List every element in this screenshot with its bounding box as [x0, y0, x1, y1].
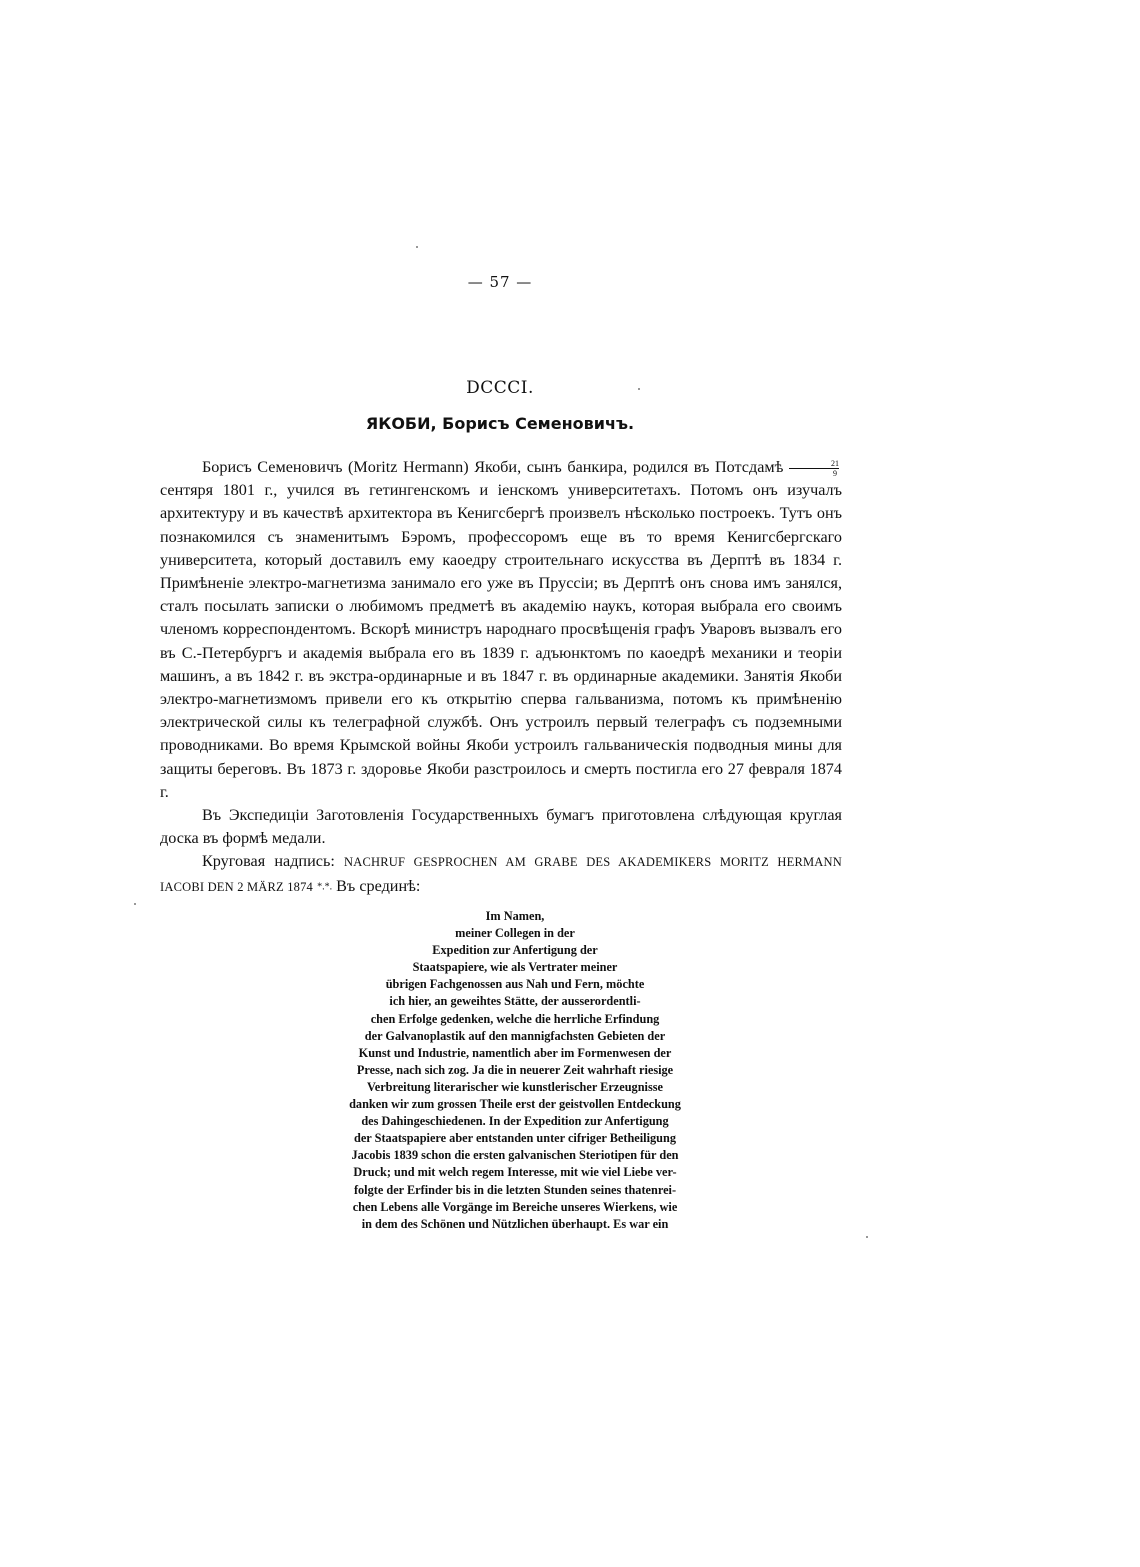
scan-speck: [134, 903, 136, 905]
fraction-numerator: 21: [789, 459, 839, 469]
inscription-line: Expedition zur Anfertigung der: [432, 943, 598, 958]
biography-text-start: Борисъ Семеновичъ (Moritz Hermann) Якоби, сынъ банкира, родился въ Потсдамѣ: [202, 458, 784, 476]
inscription-line: des Dahingeschiedenen. In der Expedition zur Anfertigung: [361, 1114, 669, 1129]
inscription-line: Kunst und Industrie, namentlich aber im Formenwesen der: [358, 1045, 672, 1060]
inscription-line: übrigen Fachgenossen aus Nah und Fern, möchte: [385, 977, 645, 992]
inscription-line: chen Lebens alle Vorgänge im Bereiche unseres Wierkens, wie: [352, 1199, 678, 1214]
circular-inscription: NACHRUF GESPROCHEN AM GRABE DES AKADEMIKERS MORITZ HERMANN IACOBI DEN 2 MÄRZ 1874: [160, 855, 842, 894]
inscription-line: der Staatspapiere aber entstanden unter cifriger Betheiligung: [354, 1131, 676, 1146]
inscription-line: chen Erfolge gedenken, welche die herrliche Erfindung: [370, 1011, 660, 1026]
inscription-line: danken wir zum grossen Theile erst der geistvollen Entdeckung: [349, 1097, 681, 1112]
page-number: — 57 —: [467, 273, 533, 291]
inscription-line: Druck; und mit welch regem Interesse, mit wie viel Liebe ver-: [353, 1165, 677, 1180]
section-number: DCCCI.: [466, 378, 534, 398]
center-inscription: [280, 908, 750, 1233]
inscription-line: Staatspapiere, wie als Vertrater meiner: [412, 960, 618, 975]
entry-heading: ЯКОБИ, Борисъ Семеновичъ.: [365, 414, 635, 433]
inscription-line: Im Namen,: [485, 909, 545, 923]
inscription-paragraph: [160, 850, 842, 898]
inscription-line: ich hier, an geweihtes Stätte, der ausserordentli-: [389, 994, 641, 1009]
inscription-lead: Круговая надпись:: [202, 852, 335, 871]
inscription-line: Verbreitung literarischer wie kunstlerischer Erzeugnisse: [366, 1079, 663, 1094]
inscription-line: der Galvanoplastik auf den mannigfachsten Gebieten der: [364, 1028, 666, 1043]
biography-text-rest: сентяря 1801 г., учился въ гетингенскомъ и iенскомъ университетахъ. Потомъ онъ изучалъ архитектуру и въ качествѣ архитектора въ Кенигсбергѣ произвелъ нѣсколько построекъ. Тутъ онъ познакомился съ знаменитымъ Бэромъ, профессоромъ еще въ то время Кенигсбергскаго университета, который доставилъ ему каоедру строительнаго искусства въ Дерптѣ въ 1834 г. Примѣненiе электро-магнетизма занимало его уже въ Пруссiи; въ Дерптѣ онъ снова имъ занялся, сталъ посылать записки о любимомъ предметѣ въ академiю наукъ, которая выбрала его своимъ членомъ корреспондентомъ. Вскорѣ министръ народнаго просвѣщенiя графъ Уваровъ вызвалъ его въ С.-Петербургъ и академiя выбрала его въ 1839 г. адъюнктомъ по каоедрѣ механики и теорiи машинъ, а въ 1842 г. въ экстра-ординарные и въ 1847 г. въ ординарные академики. Занятiя Якоби электро-магнетизмомъ привели его къ открытiю сперва гальванизма, потомъ къ примѣненiю электрической силы къ телеграфной службѣ. Онъ устроилъ первый телеграфъ съ подземными проводниками. Во время Крымской войны Якоби устроилъ гальваническiя подводныя мины для защиты береговъ. Въ 1873 г. здоровье Якоби разстроилось и смерть постигла его 27 февраля 1874 г.: [160, 481, 842, 801]
scan-speck: [416, 246, 418, 248]
inscription-line: meiner Collegen in der: [455, 926, 575, 941]
inscription-line: Jacobis 1839 schon die ersten galvanischen Steriotipen für den: [351, 1148, 679, 1163]
birth-date-fraction: [789, 459, 839, 478]
biography-paragraph: [160, 456, 842, 804]
article-body: [160, 456, 842, 899]
scan-speck: [638, 388, 640, 390]
medal-paragraph: Въ Экспедицiи Заготовленiя Государственныхъ бумагъ приготовлена слѣдующая круглая доска въ формѣ медали.: [160, 806, 842, 848]
asterism: *.*.: [317, 881, 333, 893]
fraction-denominator: 9: [833, 468, 838, 478]
scan-speck: [866, 1236, 868, 1238]
inscription-line: folgte der Erfinder bis in die letzten Stunden seines thatenrei-: [353, 1182, 677, 1197]
inscription-line: in dem des Schönen und Nützlichen überhaupt. Es war ein: [361, 1216, 669, 1231]
inscription-tail: Въ срединѣ:: [336, 876, 421, 895]
inscription-line: Presse, nach sich zog. Ja die in neuerer Zeit wahrhaft riesige: [356, 1062, 674, 1077]
